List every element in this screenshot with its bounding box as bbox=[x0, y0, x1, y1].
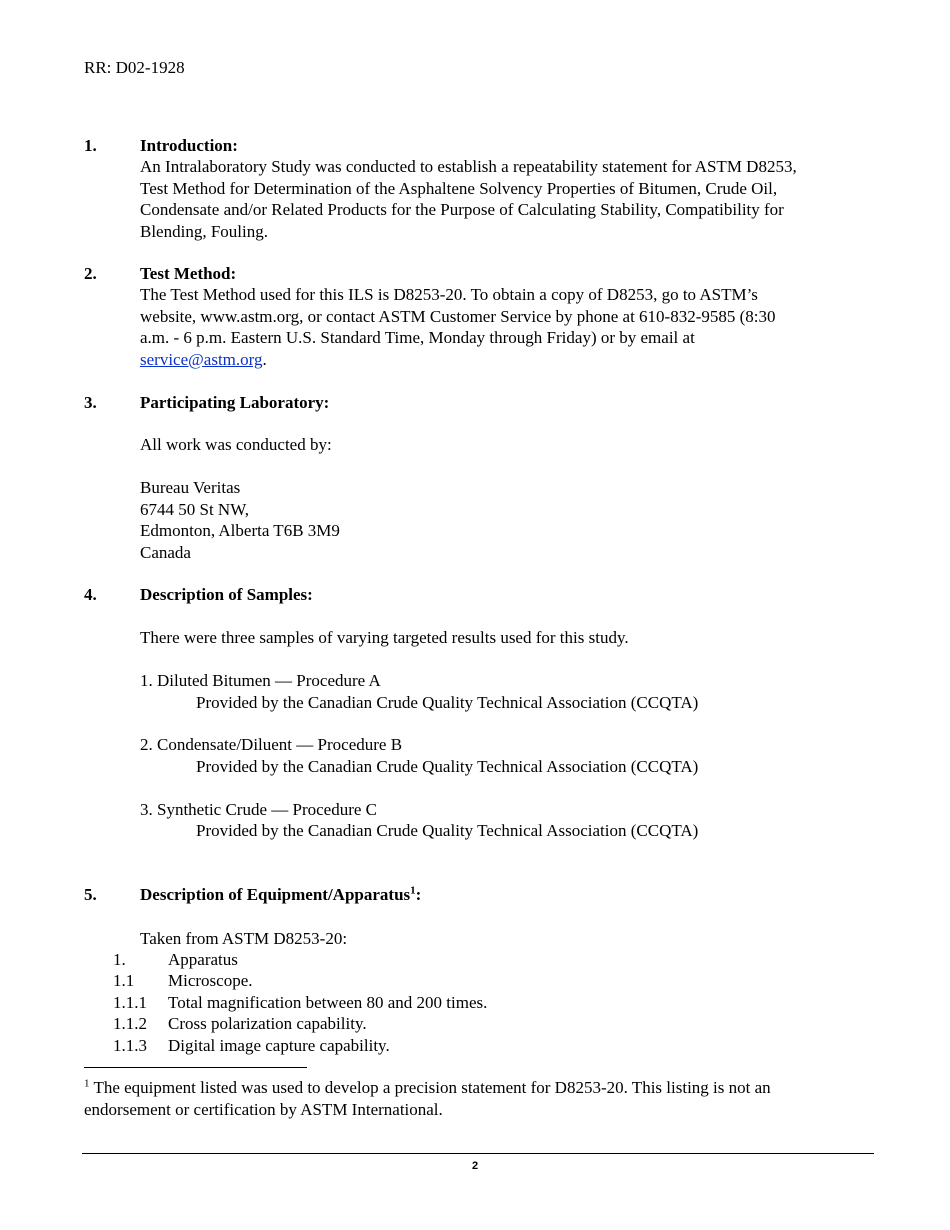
email-suffix: . bbox=[262, 349, 267, 369]
email-link[interactable]: service@astm.org bbox=[140, 349, 263, 369]
address-line: 6744 50 St NW, bbox=[140, 499, 249, 519]
footnote-marker: 1 bbox=[84, 1077, 90, 1090]
section-5-intro: Taken from ASTM D8253-20: bbox=[140, 929, 348, 948]
footnote-separator bbox=[84, 1067, 307, 1068]
apparatus-item-number: 1.1.3 bbox=[113, 1036, 147, 1055]
section-2-body bbox=[140, 284, 776, 370]
sample-name: 3. Synthetic Crude — Procedure C bbox=[140, 800, 378, 819]
section-5-title bbox=[140, 884, 421, 906]
paragraph-line: Condensate and/or Related Products for the Purpose of Calculating Stability, Compatibility for bbox=[140, 200, 784, 219]
email-line bbox=[140, 349, 776, 371]
section-1-body bbox=[140, 156, 797, 242]
section-5-title-suffix: : bbox=[415, 885, 422, 904]
section-5-title-text: Description of Equipment/Apparatus bbox=[140, 885, 411, 904]
footer-rule bbox=[82, 1153, 874, 1154]
apparatus-item-text: Microscope. bbox=[168, 971, 253, 990]
section-3-title: Participating Laboratory: bbox=[140, 393, 330, 412]
section-1-number: 1. bbox=[84, 136, 97, 155]
apparatus-item-text: Apparatus bbox=[168, 950, 238, 969]
footnote bbox=[84, 1077, 771, 1120]
footnote-ref: 1 bbox=[410, 884, 416, 897]
section-2-title: Test Method: bbox=[140, 264, 237, 283]
page-number: 2 bbox=[471, 1160, 479, 1172]
lab-address bbox=[140, 477, 340, 563]
footnote-line: endorsement or certification by ASTM International. bbox=[84, 1099, 443, 1119]
footnote-text: The equipment listed was used to develop a precision statement for D8253-20. This listing is not an bbox=[89, 1078, 771, 1097]
sample-name: 2. Condensate/Diluent — Procedure B bbox=[140, 735, 403, 754]
apparatus-item-number: 1.1.2 bbox=[113, 1014, 147, 1033]
address-line: Edmonton, Alberta T6B 3M9 bbox=[140, 521, 340, 540]
apparatus-item-number: 1.1.1 bbox=[113, 993, 147, 1012]
apparatus-item-text: Total magnification between 80 and 200 times. bbox=[168, 993, 488, 1012]
section-5-number: 5. bbox=[84, 885, 97, 904]
section-1-title: Introduction: bbox=[140, 136, 238, 155]
paragraph-line: website, www.astm.org, or contact ASTM Customer Service by phone at 610-832-9585 (8:30 bbox=[140, 306, 776, 326]
paragraph-line: The Test Method used for this ILS is D8253-20. To obtain a copy of D8253, go to ASTM’s bbox=[140, 285, 758, 304]
sample-name: 1. Diluted Bitumen — Procedure A bbox=[140, 671, 381, 690]
sample-provider: Provided by the Canadian Crude Quality Technical Association (CCQTA) bbox=[196, 821, 699, 840]
apparatus-item-text: Cross polarization capability. bbox=[168, 1014, 367, 1033]
section-4-title: Description of Samples: bbox=[140, 585, 313, 604]
paragraph-line: An Intralaboratory Study was conducted to establish a repeatability statement for ASTM D8253, bbox=[140, 157, 797, 176]
paragraph-line: Test Method for Determination of the Asphaltene Solvency Properties of Bitumen, Crude Oil, bbox=[140, 178, 778, 198]
section-4-intro: There were three samples of varying targeted results used for this study. bbox=[140, 628, 629, 647]
section-3-number: 3. bbox=[84, 393, 97, 412]
address-line: Bureau Veritas bbox=[140, 478, 241, 497]
sample-provider: Provided by the Canadian Crude Quality Technical Association (CCQTA) bbox=[196, 693, 699, 712]
address-line: Canada bbox=[140, 542, 191, 562]
section-2-number: 2. bbox=[84, 264, 97, 283]
footnote-line bbox=[84, 1077, 771, 1099]
sample-provider: Provided by the Canadian Crude Quality Technical Association (CCQTA) bbox=[196, 757, 699, 776]
section-4-number: 4. bbox=[84, 585, 97, 604]
paragraph-line: a.m. - 6 p.m. Eastern U.S. Standard Time, Monday through Friday) or by email at bbox=[140, 328, 695, 347]
apparatus-item-number: 1.1 bbox=[113, 971, 135, 990]
paragraph-line: Blending, Fouling. bbox=[140, 221, 268, 241]
section-3-intro: All work was conducted by: bbox=[140, 435, 332, 454]
report-id: RR: D02-1928 bbox=[84, 58, 185, 77]
apparatus-item-number: 1. bbox=[113, 950, 126, 969]
apparatus-item-text: Digital image capture capability. bbox=[168, 1036, 390, 1055]
